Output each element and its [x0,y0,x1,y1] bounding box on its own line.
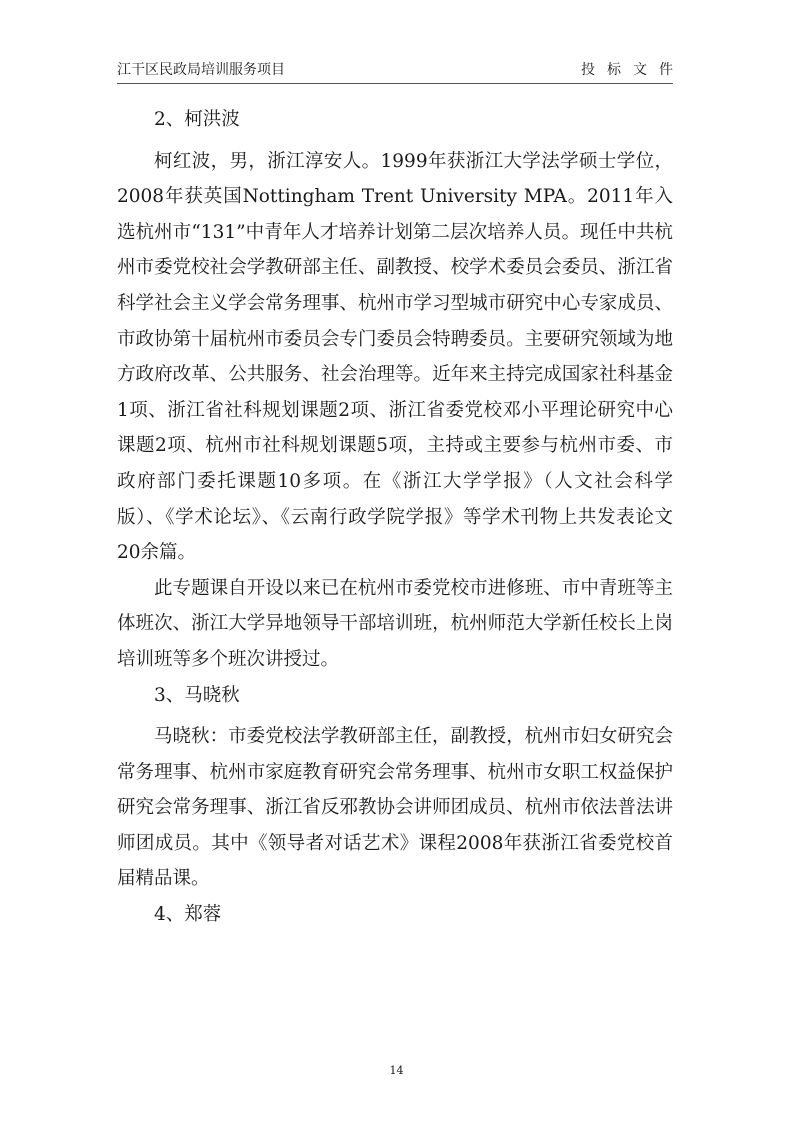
section-heading-ke-hongbo: 2、柯洪波 [154,109,240,130]
section-heading-ma-xiaoqiu: 3、马晓秋 [154,684,240,706]
document-body [117,102,673,939]
header-divider [117,83,673,84]
section-heading-zheng-rong: 4、郑蓉 [154,904,222,926]
header-doc-type: 投标文件 [581,62,685,78]
bio-paragraph-ma-xiaoqiu: 马晓秋：市委党校法学教研部主任，副教授，杭州市妇女研究会常务理事、杭州市家庭教育研究会常务理事、杭州市女职工权益保护研究会常务理事、浙江省反邪教协会讲师团成员、杭州市依法普法讲师团成员。其中《领导者对话艺术》课程2008年获浙江省委党校首届精品课。 [117,726,673,890]
bio-paragraph-ke-hongbo: 柯红波，男，浙江淳安人。1999年获浙江大学法学硕士学位，2008年获英国Nottingham Trent University MPA。2011年入选杭州市“131”中青年人才培养计划第二层次培养人员。现任中共杭州市委党校社会学教研部主任、副教授、校学术委员会委员、浙江省科学社会主义学会常务理事、杭州市学习型城市研究中心专家成员、市政协第十届杭州市委员会专门委员会特聘委员。主要研究领域为地方政府改革、公共服务、社会治理等。近年来主持完成国家社科基金1项、浙江省社科规划课题2项、浙江省委党校邓小平理论研究中心课题2项、杭州市社科规划课题5项，主持或主要参与杭州市委、市政府部门委托课题10多项。在《浙江大学学报》（人文社会科学版）、《学术论坛》、《云南行政学院学报》等学术刊物上共发表论文20余篇。 [117,150,673,564]
page-header [117,58,685,82]
header-project-name: 江干区民政局培训服务项目 [117,62,285,78]
course-paragraph-ke-hongbo: 此专题课自开设以来已在杭州市委党校市进修班、市中青班等主体班次、浙江大学异地领导干部培训班，杭州师范大学新任校长上岗培训班等多个班次讲授过。 [117,577,673,670]
page-number: 14 [389,1064,404,1077]
